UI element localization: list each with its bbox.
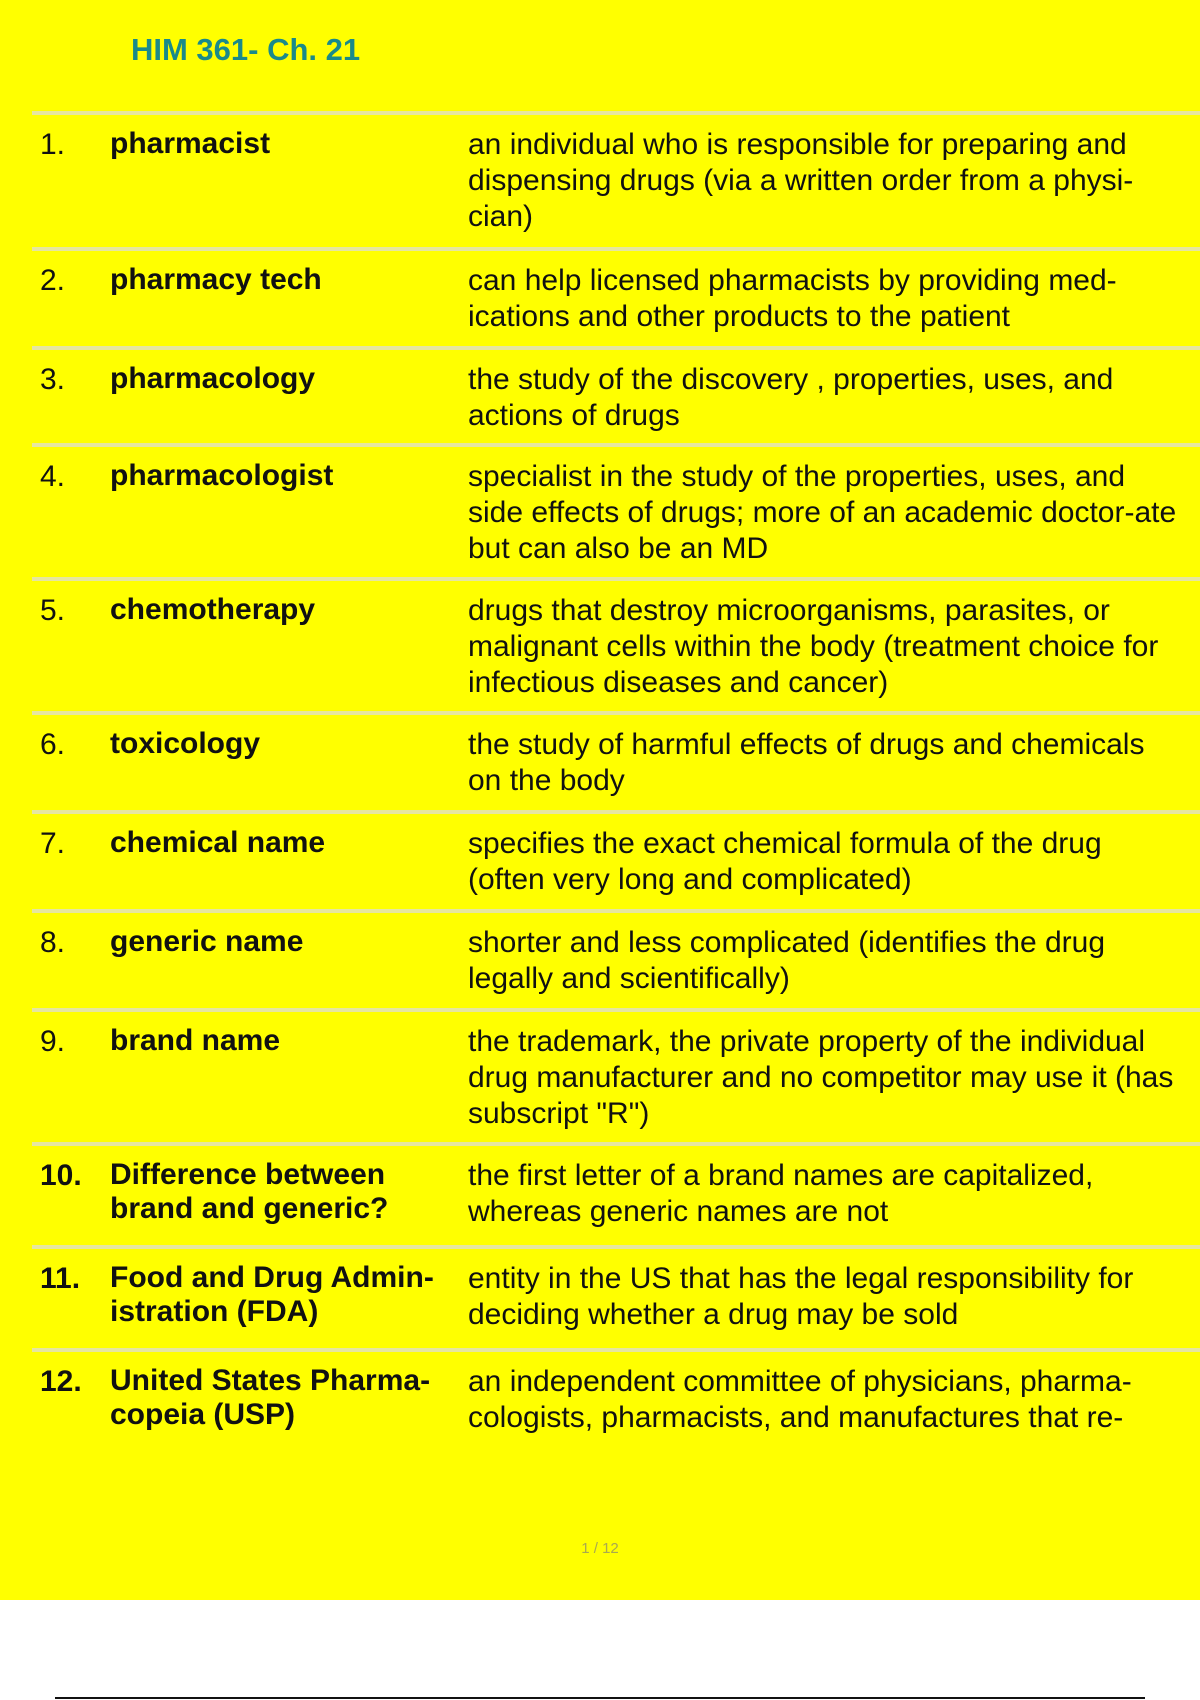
term-row bbox=[32, 577, 1200, 711]
term-row bbox=[32, 909, 1200, 1008]
definition: can help licensed pharmacists by providing med-ications and other products to the patient bbox=[468, 264, 1117, 333]
row-number: 1. bbox=[40, 128, 66, 161]
term: pharmacy tech bbox=[110, 263, 322, 296]
term-row bbox=[32, 711, 1200, 810]
bottom-divider bbox=[55, 1697, 1145, 1699]
term: Difference between brand and generic? bbox=[110, 1158, 389, 1225]
row-number: 2. bbox=[40, 264, 66, 297]
row-number: 12. bbox=[40, 1365, 82, 1398]
term: chemotherapy bbox=[110, 593, 316, 626]
definition: the study of the discovery , properties, uses, and actions of drugs bbox=[468, 363, 1114, 432]
document-title: HIM 361- Ch. 21 bbox=[131, 32, 361, 67]
term-row bbox=[32, 1348, 1200, 1458]
page-indicator: 1 / 12 bbox=[581, 1540, 619, 1557]
term: brand name bbox=[110, 1024, 281, 1057]
definition: entity in the US that has the legal responsibility for deciding whether a drug may be sold bbox=[468, 1262, 1134, 1331]
definition: an individual who is responsible for preparing and dispensing drugs (via a written order from a physi-cian) bbox=[468, 128, 1134, 233]
term: toxicology bbox=[110, 727, 261, 760]
row-number: 3. bbox=[40, 363, 66, 396]
definition: specifies the exact chemical formula of the drug (often very long and complicated) bbox=[468, 827, 1102, 896]
term-row bbox=[32, 247, 1200, 346]
definition: an independent committee of physicians, pharma-cologists, pharmacists, and manufactures that re- bbox=[468, 1365, 1132, 1434]
definition: shorter and less complicated (identifies the drug legally and scientifically) bbox=[468, 926, 1106, 995]
term: pharmacist bbox=[110, 127, 271, 160]
term-list bbox=[32, 111, 1200, 1458]
row-number: 9. bbox=[40, 1025, 66, 1058]
term: pharmacology bbox=[110, 362, 316, 395]
term-row bbox=[32, 1008, 1200, 1142]
row-number: 10. bbox=[40, 1159, 82, 1192]
row-number: 4. bbox=[40, 460, 66, 493]
row-number: 8. bbox=[40, 926, 66, 959]
definition: the study of harmful effects of drugs and chemicals on the body bbox=[468, 728, 1145, 797]
term-row bbox=[32, 346, 1200, 443]
term-row bbox=[32, 1142, 1200, 1245]
term-row bbox=[32, 810, 1200, 909]
term-row bbox=[32, 111, 1200, 247]
row-number: 6. bbox=[40, 728, 66, 761]
term: Food and Drug Admin-istration (FDA) bbox=[110, 1261, 434, 1328]
definition: specialist in the study of the properties, uses, and side effects of drugs; more of an academic doctor-ate but can also be an MD bbox=[468, 460, 1177, 565]
term-row bbox=[32, 1245, 1200, 1348]
term: chemical name bbox=[110, 826, 326, 859]
row-number: 11. bbox=[40, 1262, 81, 1295]
term-row bbox=[32, 443, 1200, 577]
definition: the first letter of a brand names are capitalized, whereas generic names are not bbox=[468, 1159, 1094, 1228]
term: pharmacologist bbox=[110, 459, 334, 492]
definition: drugs that destroy microorganisms, parasites, or malignant cells within the body (treatment choice for infectious diseases and cancer) bbox=[468, 594, 1159, 699]
term: generic name bbox=[110, 925, 304, 958]
term: United States Pharma-copeia (USP) bbox=[110, 1364, 431, 1431]
row-number: 7. bbox=[40, 827, 66, 860]
definition: the trademark, the private property of the individual drug manufacturer and no competitor may use it (has subscript "R") bbox=[468, 1025, 1174, 1130]
row-number: 5. bbox=[40, 594, 66, 627]
